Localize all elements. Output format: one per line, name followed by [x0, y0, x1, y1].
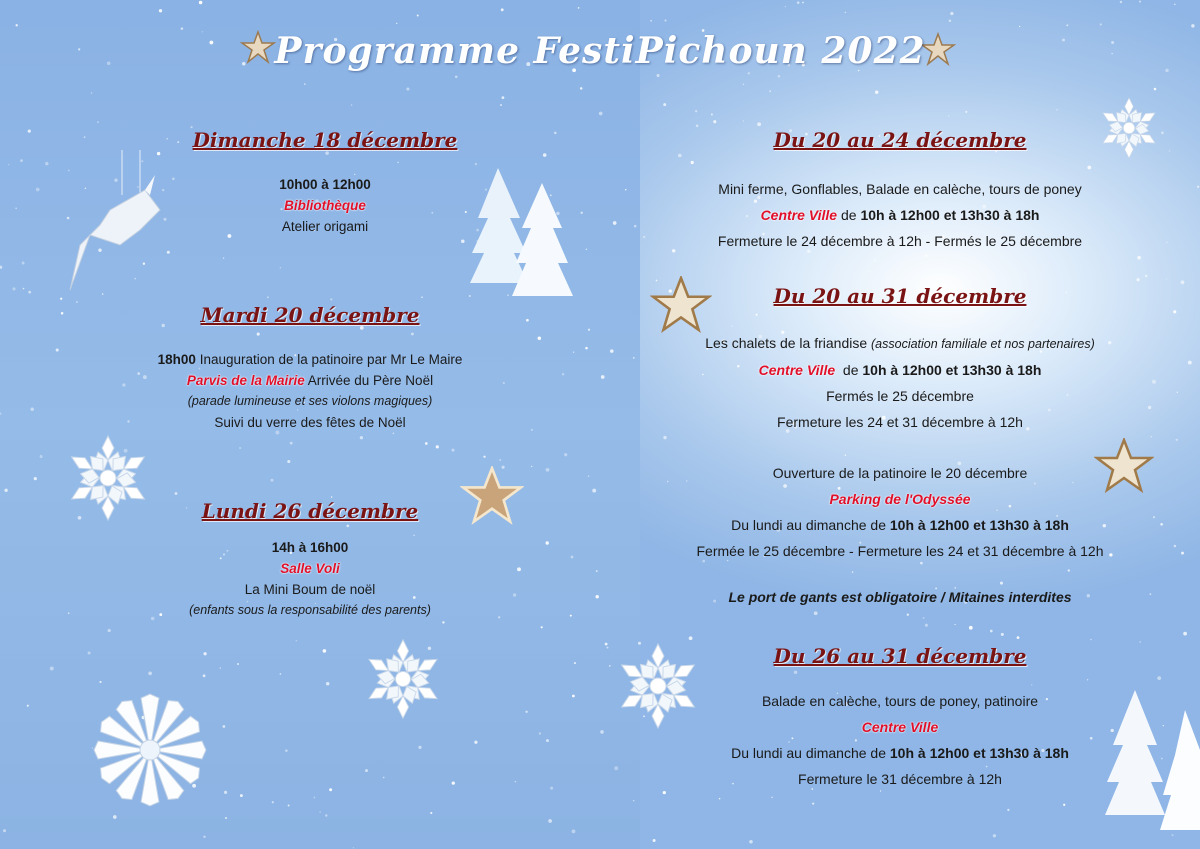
activities: Mini ferme, Gonflables, Balade en calèche, tours de poney	[718, 181, 1082, 197]
hours: 10h à 12h00 et 13h30 à 18h	[889, 745, 1069, 761]
de: de	[842, 362, 859, 378]
arrival: Arrivée du Père Noël	[307, 373, 434, 388]
activity: Inauguration de la patinoire par Mr Le Maire	[199, 352, 463, 367]
gloves-notice: Le port de gants est obligatoire / Mitaines interdites	[728, 589, 1072, 605]
day-heading: Du 20 au 31 décembre	[773, 284, 1027, 308]
day-heading: Dimanche 18 décembre	[192, 128, 458, 152]
rink-hours: 10h à 12h00 et 13h30 à 18h	[889, 517, 1069, 533]
section-20-24	[620, 128, 1180, 254]
closing: Fermeture le 31 décembre à 12h	[798, 771, 1002, 787]
hours: 10h à 12h00 et 13h30 à 18h	[860, 207, 1040, 223]
time: 10h00 à 12h00	[279, 177, 371, 192]
day-heading: Mardi 20 décembre	[200, 303, 420, 327]
place: Bibliothèque	[284, 198, 366, 213]
hours: 10h à 12h00 et 13h30 à 18h	[862, 362, 1042, 378]
activities: Balade en calèche, tours de poney, patinoire	[761, 693, 1039, 709]
place: Parvis de la Mairie	[186, 373, 305, 388]
activity: Les chalets de la friandise	[705, 335, 868, 351]
time: 18h00	[157, 352, 196, 367]
place: Centre Ville	[758, 362, 836, 378]
activity: La Mini Boum de noël	[244, 582, 376, 597]
section-lundi	[95, 499, 525, 621]
closing: Fermeture le 24 décembre à 12h - Fermés le 25 décembre	[717, 233, 1083, 249]
closing: Fermeture les 24 et 31 décembre à 12h	[777, 414, 1023, 430]
note: (enfants sous la responsabilité des parents)	[189, 603, 431, 617]
time: 14h à 16h00	[271, 540, 349, 555]
de: de	[840, 207, 857, 223]
paper-snowflake-icon	[92, 692, 208, 808]
day-heading: Lundi 26 décembre	[201, 499, 419, 523]
section-dimanche	[120, 128, 530, 237]
rink-closing: Fermée le 25 décembre - Fermeture les 24 et 31 décembre à 12h	[696, 543, 1104, 559]
snowflake-icon	[360, 636, 446, 722]
day-heading: Du 26 au 31 décembre	[773, 644, 1027, 668]
rink-open: Ouverture de la patinoire le 20 décembre	[772, 465, 1028, 481]
day-heading: Du 20 au 24 décembre	[773, 128, 1027, 152]
note: (association familiale et nos partenaires)	[871, 337, 1095, 351]
place: Centre Ville	[760, 207, 838, 223]
place: Centre Ville	[861, 719, 939, 735]
closed: Fermés le 25 décembre	[826, 388, 974, 404]
place: Salle Voli	[280, 561, 340, 576]
days: Du lundi au dimanche de	[731, 745, 886, 761]
rink-place: Parking de l'Odyssée	[829, 491, 971, 507]
rink-days: Du lundi au dimanche de	[731, 517, 886, 533]
section-26-31	[620, 644, 1180, 792]
after: Suivi du verre des fêtes de Noël	[214, 415, 406, 430]
section-mardi	[95, 303, 525, 433]
page-title: Programme FestiPichoun 2022	[274, 30, 926, 72]
activity: Atelier origami	[281, 219, 369, 234]
section-20-31	[620, 284, 1180, 610]
note: (parade lumineuse et ses violons magiques)	[187, 394, 433, 408]
